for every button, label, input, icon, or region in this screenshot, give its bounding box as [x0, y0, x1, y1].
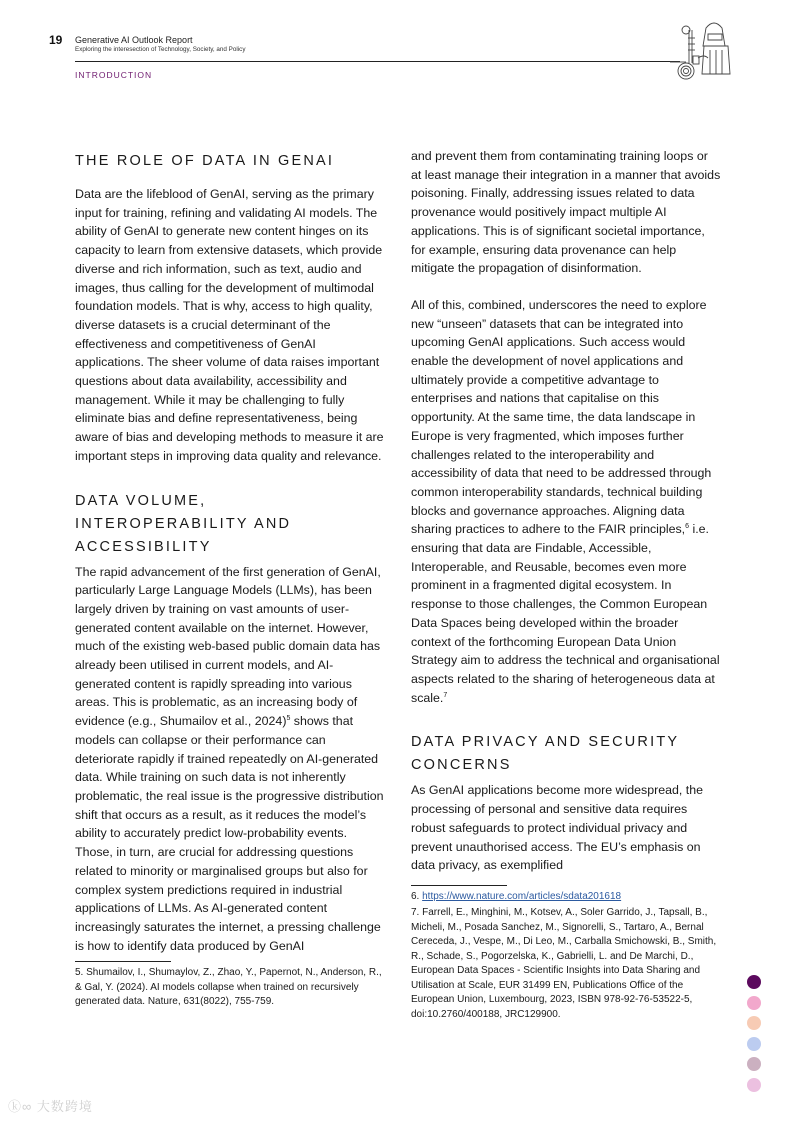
paragraph-unseen-datasets: All of this, combined, underscores the need to explore new “unseen” datasets that can be integrated into upcoming GenAI applications. Such access would enable the development of novel applications and ultimately provide a competitive advantage to enterprises and nations that capitalise on this opportunity. At the same time, the data landscape in Europe is very fragmented, which imposes further challenges related to the interoperability and accessibility of data that need to be addressed through common interoperability standards, technical building blocks and governance approaches. Aligning data sharing practices to adhere to the FAIR principles,$^6$ i.e. ensuring that data are Findable, Accessible, Interoperable, and Reusable, becomes even more prominent in a fragmented digital ecosystem. In response to those challenges, the Common European Data Spaces being developed within the broader context of the forthcoming European Data Union Strategy aim to address the technical and organisational aspects related to the sharing of heterogeneous data at scale.$^7$ [411, 297, 720, 705]
footnote-6-link[interactable]: https://www.nature.com/articles/sdata201618 [422, 890, 622, 902]
section-label: INTRODUCTION [75, 70, 153, 80]
footnote-ref-6[interactable]: 6 [685, 523, 690, 531]
heading-data-volume: DATA VOLUME, INTEROPERABILITY AND ACCESSIBILITY [75, 492, 292, 555]
report-subtitle: Exploring the interesection of Technology, Society, and Policy [75, 46, 246, 53]
report-title: Generative AI Outlook Report [75, 35, 193, 45]
chapter-dot-navigation [747, 975, 763, 1098]
heading-role-of-data: THE ROLE OF DATA IN GENAI [75, 153, 335, 169]
right-column [411, 147, 721, 1022]
footnote-ref-7[interactable]: 7 [443, 691, 448, 699]
chapter-dot-1[interactable] [747, 975, 761, 989]
header-divider [75, 61, 680, 62]
footnote-ref-5[interactable]: 5 [286, 715, 291, 723]
chapter-dot-4[interactable] [747, 1037, 761, 1051]
footnote-6: 6. https://www.nature.com/articles/sdata201618 [411, 890, 622, 902]
paragraph-data-volume: The rapid advancement of the first generation of GenAI, particularly Large Language Models (LLMs), has been largely driven by training on vast amounts of user-generated content available on the internet. However, much of the existing web-based public domain data has already been utilised in current models, and AI-generated content is rapidly spreading into various areas. This is problematic, as an increasing body of evidence (e.g., Shumailov et al., 2024)$^5$ shows that models can collapse or their performance can deteriorate rapidly if trained repeatedly on AI-generated data. While training on such data is not inherently problematic, the real issue is the progressive distribution shift that occurs as a result, as it reduces the model’s ability to accurately predict low-probability events. Those, in turn, are crucial for addressing questions related to minority or marginalised groups but also for complex system predictions required in industrial applications of LLMs. As AI-generated content increasingly saturates the internet, a pressing challenge is how to identify data produced by GenAI [75, 564, 384, 953]
paragraph-data-privacy: As GenAI applications become more widespread, the processing of personal and sensitive data requires robust safeguards to protect individual privacy and prevent unauthorised access. The EU’s emphasis on data privacy, as exemplified [411, 783, 704, 873]
paragraph-continued: and prevent them from contaminating training loops or at least manage their integration in a manner that avoids poisoning. Finally, addressing issues related to data provenance would positively impact multiple AI applications. This is of significant societal importance, for example, ensuring data provenance can help mitigate the propagation of disinformation. [411, 149, 721, 276]
heading-data-privacy: DATA PRIVACY AND SECURITY CONCERNS [411, 734, 679, 774]
chapter-dot-2[interactable] [747, 996, 761, 1010]
page-number: 19 [49, 33, 63, 47]
chapter-dot-3[interactable] [747, 1016, 761, 1030]
footnote-5: 5. Shumailov, I., Shumaylov, Z., Zhao, Y., Papernot, N., Anderson, R., & Gal, Y. (2024). AI models collapse when trained on recursively generated data. Nature, 631(8022), 755-759. [75, 967, 382, 1008]
paragraph-role-of-data: Data are the lifeblood of GenAI, serving as the primary input for training, refining and validating AI models. The ability of GenAI to generate new content hinges on its capacity to learn from extensive datasets, which provide diverse and rich information, such as text, audio and images, thus calling for the development of multimodal foundation models. That is why, access to high quality, diverse datasets is a crucial determinant of the effectiveness and competitiveness of GenAI applications. The sheer volume of data raises important questions about data availability, accessibility and management. While it may be challenging to fully eliminate bias and define representativeness, being aware of bias and developing methods to measure it are important steps in improving data quality and relevance. [75, 187, 384, 463]
chapter-dot-6[interactable] [747, 1078, 761, 1092]
robot-figure-illustration-icon [670, 18, 740, 82]
watermark-logo-icon: ⓚ∞ [8, 1099, 37, 1114]
chapter-dot-5[interactable] [747, 1057, 761, 1071]
watermark: ⓚ∞ 大数跨境 [8, 1099, 93, 1114]
footnote-7: 7. Farrell, E., Minghini, M., Kotsev, A., Soler Garrido, J., Tapsall, B., Micheli, M., Posada Sanchez, M., Signorelli, S., Tartaro, A., Bernal Cereceda, J., Vespe, M., Di Leo, M., Carballa Smichowski, B., Smith, R., Schade, S., Pogorzelska, K., Gabrielli, L. and De Marchi, D., European Data Spaces - Scientific Insights into Data Sharing and Utilisation at Scale, EUR 31499 EN, Publications Office of the European Union, Luxembourg, 2023, ISBN 978-92-76-53522-5, doi:10.2760/400188, JRC129900. [411, 907, 717, 1020]
left-column [75, 150, 385, 1010]
